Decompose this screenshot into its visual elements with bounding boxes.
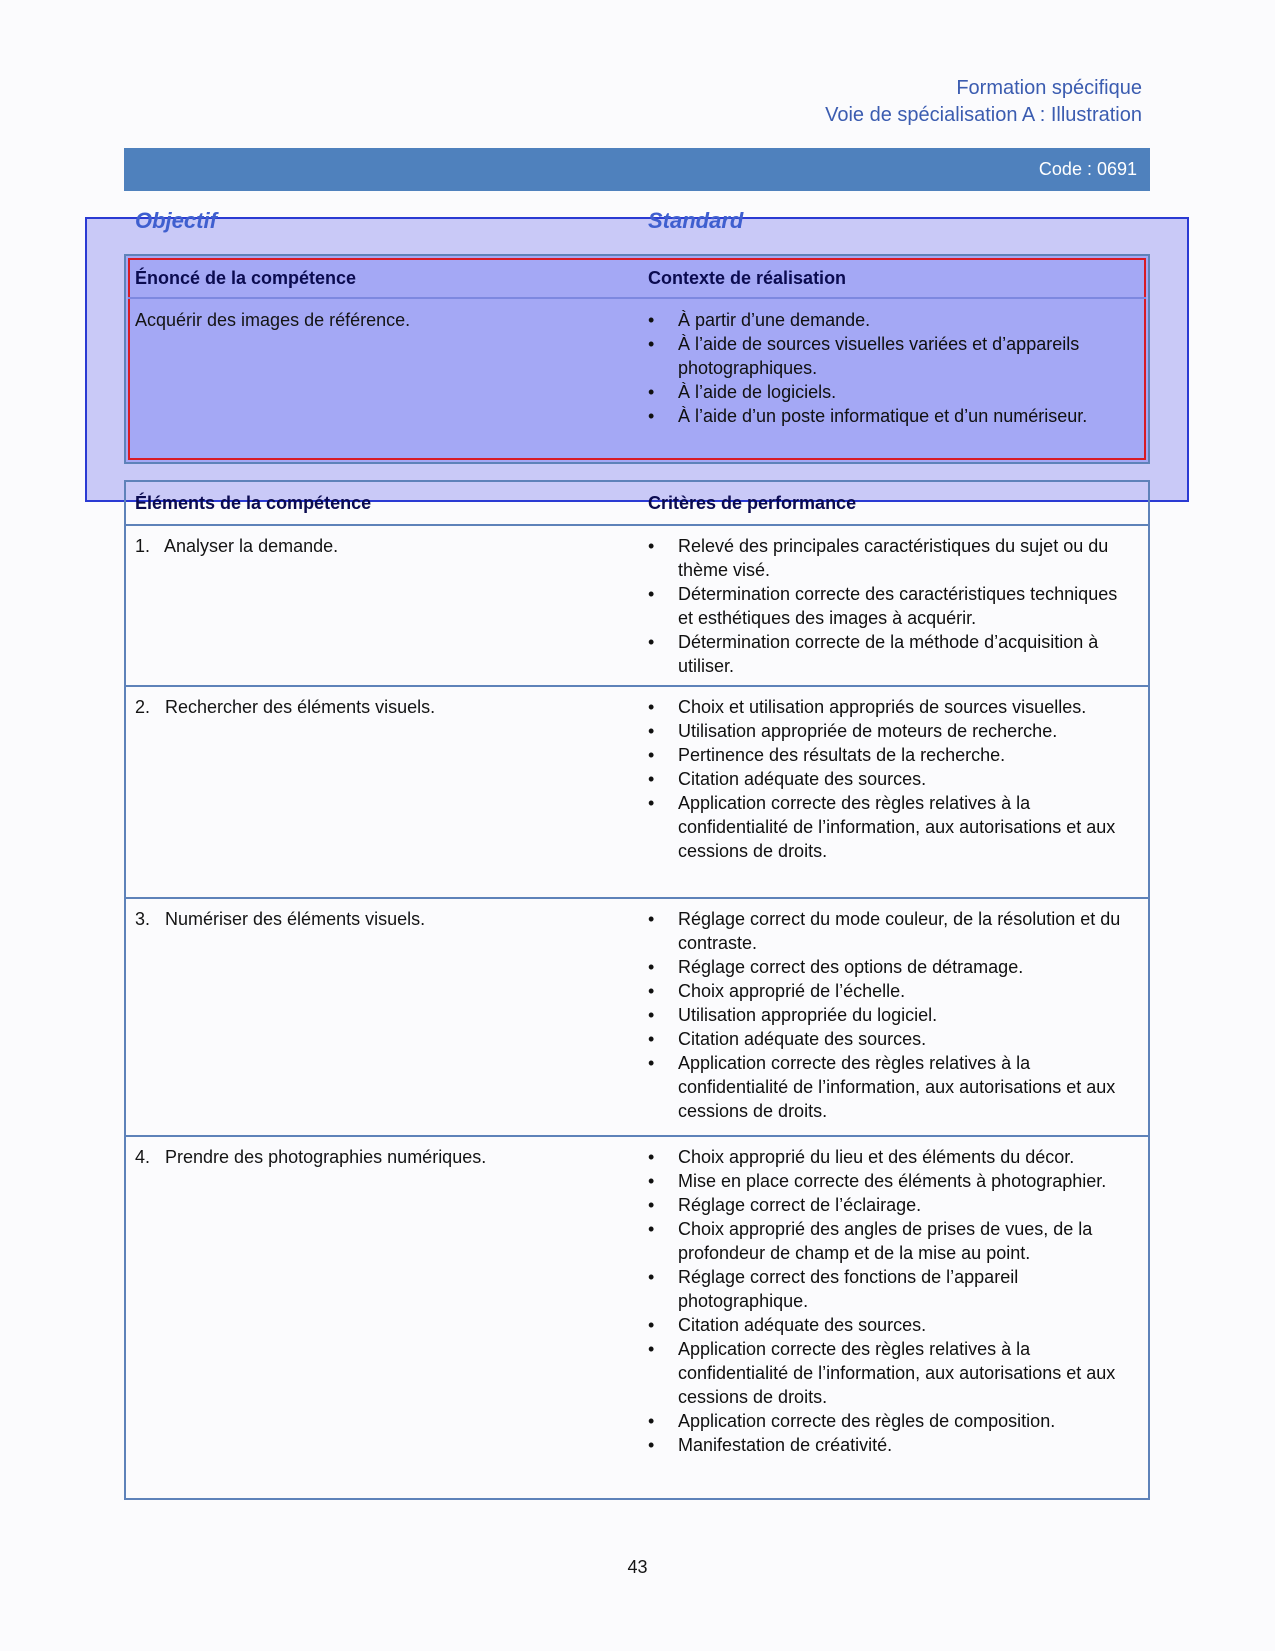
code-bar [124, 148, 1150, 191]
header-specialization: Voie de spécialisation A : Illustration [825, 104, 1142, 126]
criteria-list [648, 1145, 1128, 1457]
enonce-heading: Énoncé de la compétence [135, 268, 357, 288]
criteria-item: • Réglage correct des fonctions de l’appareil photographique. [648, 1265, 1128, 1313]
criteria-item: • Réglage correct des options de détramage. [648, 955, 1128, 979]
criteria-item: • Choix approprié de l’échelle. [648, 979, 1128, 1003]
element-item: 3. Numériser des éléments visuels. [135, 909, 426, 929]
criteres-heading: Critères de performance [648, 493, 857, 513]
criteria-item: • Détermination correcte de la méthode d’acquisition à utiliser. [648, 630, 1128, 678]
criteria-item: • Application correcte des règles relatives à la confidentialité de l’information, aux autorisations et aux cessions de droits. [648, 1337, 1128, 1409]
criteria-item: • Citation adéquate des sources. [648, 1027, 1128, 1051]
row-divider [126, 524, 1148, 526]
elements-heading: Éléments de la compétence [135, 493, 372, 513]
criteria-list [648, 695, 1128, 863]
element-item: 2. Rechercher des éléments visuels. [135, 697, 436, 717]
standard-title: Standard [648, 208, 744, 233]
criteria-item: • Application correcte des règles de composition. [648, 1409, 1128, 1433]
context-item: • À partir d’une demande. [648, 308, 1128, 332]
contexte-heading: Contexte de réalisation [648, 268, 847, 288]
element-item: 4. Prendre des photographies numériques. [135, 1147, 487, 1167]
criteria-item: • Relevé des principales caractéristiques du sujet ou du thème visé. [648, 534, 1128, 582]
criteria-item: • Pertinence des résultats de la recherche. [648, 743, 1128, 767]
row-divider [126, 1135, 1148, 1137]
header-program: Formation spécifique [956, 77, 1142, 99]
criteria-item: • Mise en place correcte des éléments à photographier. [648, 1169, 1128, 1193]
criteria-item: • Application correcte des règles relatives à la confidentialité de l’information, aux autorisations et aux cessions de droits. [648, 791, 1128, 863]
row-divider [126, 685, 1148, 687]
context-list [648, 308, 1128, 428]
page-number: 43 [627, 1557, 648, 1577]
context-item: • À l’aide d’un poste informatique et d’un numériseur. [648, 404, 1128, 428]
criteria-list [648, 907, 1128, 1123]
objective-title: Objectif [135, 208, 217, 233]
criteria-item: • Choix approprié des angles de prises de vues, de la profondeur de champ et de la mise au point. [648, 1217, 1128, 1265]
competency-code: Code : 0691 [1038, 159, 1137, 179]
criteria-item: • Utilisation appropriée de moteurs de recherche. [648, 719, 1128, 743]
enonce-text: Acquérir des images de référence. [135, 310, 411, 330]
enonce-header-divider [128, 297, 1146, 299]
criteria-item: • Choix approprié du lieu et des éléments du décor. [648, 1145, 1128, 1169]
criteria-item: • Réglage correct du mode couleur, de la résolution et du contraste. [648, 907, 1128, 955]
context-item: • À l’aide de sources visuelles variées et d’appareils photographiques. [648, 332, 1128, 380]
criteria-list [648, 534, 1128, 678]
criteria-item: • Réglage correct de l’éclairage. [648, 1193, 1128, 1217]
criteria-item: • Citation adéquate des sources. [648, 767, 1128, 791]
context-item: • À l’aide de logiciels. [648, 380, 1128, 404]
criteria-item: • Citation adéquate des sources. [648, 1313, 1128, 1337]
criteria-item: • Application correcte des règles relatives à la confidentialité de l’information, aux autorisations et aux cessions de droits. [648, 1051, 1128, 1123]
criteria-item: • Manifestation de créativité. [648, 1433, 1128, 1457]
row-divider [126, 897, 1148, 899]
criteria-item: • Détermination correcte des caractéristiques techniques et esthétiques des images à acquérir. [648, 582, 1128, 630]
criteria-item: • Utilisation appropriée du logiciel. [648, 1003, 1128, 1027]
element-item: 1. Analyser la demande. [135, 536, 339, 556]
criteria-item: • Choix et utilisation appropriés de sources visuelles. [648, 695, 1128, 719]
